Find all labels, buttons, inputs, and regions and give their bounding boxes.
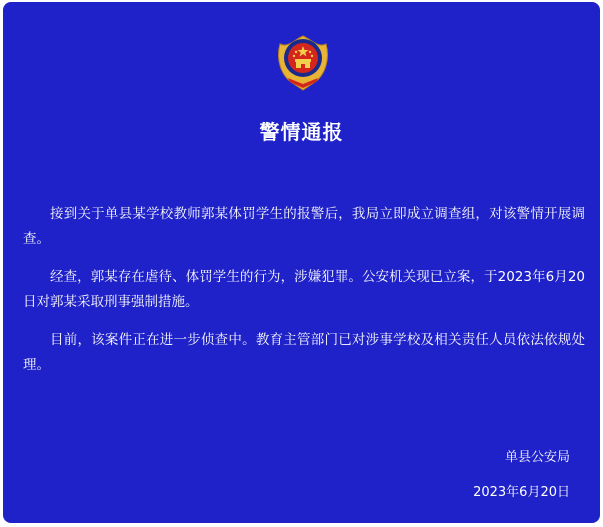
notice-title: 警情通报: [259, 120, 344, 144]
police-emblem-icon: [274, 28, 332, 92]
notice-paragraph: 目前，该案件正在进一步侦查中。教育主管部门已对涉事学校及相关责任人员依法依规处理。: [23, 332, 585, 373]
signature-date: 2023年6月20日: [473, 485, 570, 500]
signature-organization: 单县公安局: [504, 450, 570, 465]
notice-body: [23, 202, 585, 391]
notice-paragraph: 经查，郭某存在虐待、体罚学生的行为，涉嫌犯罪。公安机关现已立案，于2023年6月20日对郭某采取刑事强制措施。: [23, 269, 585, 310]
notice-card: [3, 2, 600, 523]
notice-paragraph: 接到关于单县某学校教师郭某体罚学生的报警后，我局立即成立调查组，对该警情开展调查。: [23, 206, 585, 247]
